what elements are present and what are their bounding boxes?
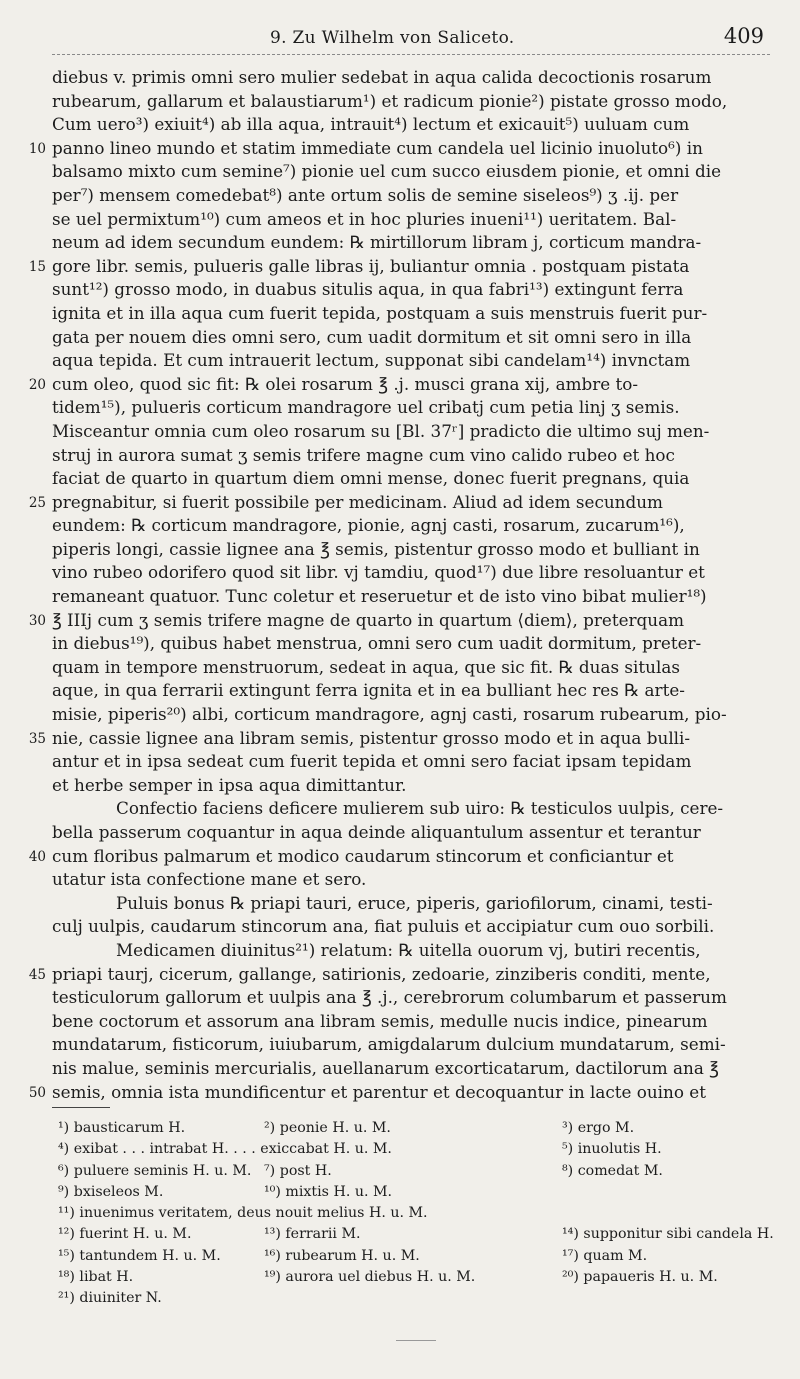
text-line bbox=[52, 278, 770, 302]
page-header bbox=[52, 24, 770, 52]
footnote-row bbox=[52, 1288, 770, 1309]
line-text: misie, piperis²⁰) albi, corticum mandragore, agnj casti, rosarum rubearum, pio- bbox=[52, 704, 727, 725]
line-text: bene coctorum et assorum ana libram semis, medulle nucis indice, pinearum bbox=[52, 1010, 708, 1031]
text-line bbox=[52, 160, 770, 184]
line-text: eundem: ℞ corticum mandragore, pionie, agnj casti, rosarum, zucarum¹⁶), bbox=[52, 515, 685, 536]
text-line bbox=[52, 774, 770, 798]
line-text: Confectio faciens deficere mulierem sub uiro: ℞ testiculos uulpis, cere- bbox=[116, 798, 724, 819]
footnote: ²) peonie H. u. M. bbox=[264, 1120, 391, 1136]
text-line bbox=[28, 609, 770, 633]
line-text: cum floribus palmarum et modico caudarum stincorum et conficiantur et bbox=[52, 845, 674, 866]
text-line bbox=[28, 491, 770, 515]
text-line bbox=[52, 656, 770, 680]
footnote: ¹³) ferrarii M. bbox=[264, 1226, 361, 1243]
line-text: semis, omnia ista mundificentur et parentur et decoquantur in lacte ouino et bbox=[52, 1081, 706, 1102]
footnote: ¹) bausticarum H. bbox=[58, 1120, 186, 1136]
text-line bbox=[52, 561, 770, 585]
text-line bbox=[52, 1057, 770, 1081]
line-text: nie, cassie lignee ana libram semis, pistentur grosso modo et in aqua bulli- bbox=[52, 727, 691, 748]
line-text: aqua tepida. Et cum intrauerit lectum, supponat sibi candelam¹⁴) invnctam bbox=[52, 350, 691, 371]
footnote: ²¹) diuiniter N. bbox=[58, 1290, 162, 1307]
text-line bbox=[52, 538, 770, 562]
line-text: gata per nouem dies omni sero, cum uadit dormitum et sit omni sero in illa bbox=[52, 326, 692, 347]
footnote: ¹¹) inuenimus veritatem, deus nouit melius H. u. M. bbox=[58, 1205, 428, 1222]
text-line bbox=[52, 1033, 770, 1057]
text-line bbox=[52, 90, 770, 114]
footnote: ¹⁹) aurora uel diebus H. u. M. bbox=[264, 1269, 476, 1286]
text-line bbox=[52, 703, 770, 727]
footnote-row bbox=[52, 1182, 770, 1203]
line-text: Medicamen diuinitus²¹) relatum: ℞ uitella ouorum vj, butiri recentis, bbox=[116, 939, 701, 960]
footnote: ⁸) comedat M. bbox=[562, 1162, 663, 1179]
page-number: 409 bbox=[723, 24, 764, 48]
footnote: ³) ergo M. bbox=[562, 1120, 635, 1136]
line-text: Puluis bonus ℞ priapi tauri, eruce, piperis, gariofilorum, cinami, testi- bbox=[116, 892, 713, 913]
header-rule bbox=[52, 54, 770, 55]
line-text: aque, in qua ferrarii extingunt ferra ignita et in ea bulliant hec res ℞ arte- bbox=[52, 680, 685, 701]
line-text: Misceantur omnia cum oleo rosarum su [Bl. 37ʳ] pradicto die ultimo suj men- bbox=[52, 420, 710, 441]
line-number: 25 bbox=[28, 494, 46, 511]
text-line bbox=[52, 66, 770, 90]
line-text: ignita et in illa aqua cum fuerit tepida, postquam a suis menstruis fuerit pur- bbox=[52, 302, 708, 323]
text-line bbox=[28, 137, 770, 161]
text-line bbox=[28, 963, 770, 987]
text-line bbox=[52, 231, 770, 255]
text-line bbox=[52, 986, 770, 1010]
text-line bbox=[28, 373, 770, 397]
line-text: sunt¹²) grosso modo, in duabus situlis aqua, in qua fabri¹³) extingunt ferra bbox=[52, 279, 684, 300]
footnote: ¹⁸) libat H. bbox=[58, 1269, 134, 1286]
text-line bbox=[52, 1010, 770, 1034]
footnote-rule bbox=[52, 1107, 110, 1108]
text-line bbox=[52, 420, 770, 444]
line-number: 15 bbox=[28, 258, 46, 275]
footnote: ¹⁴) supponitur sibi candela H. bbox=[562, 1226, 774, 1243]
text-line bbox=[52, 939, 770, 963]
footnote-row bbox=[52, 1203, 770, 1224]
text-line bbox=[52, 892, 770, 916]
line-text: struj in aurora sumat ʒ semis trifere magne cum vino calido rubeo et hoc bbox=[52, 444, 675, 465]
line-text: neum ad idem secundum eundem: ℞ mirtillorum libram j, corticum mandra- bbox=[52, 232, 702, 253]
line-text: Cum uero³) exiuit⁴) ab illa aqua, intrauit⁴) lectum et exicauit⁵) uuluam cum bbox=[52, 114, 690, 135]
line-number: 20 bbox=[28, 376, 46, 393]
footnote: ²⁰) papaueris H. u. M. bbox=[562, 1269, 718, 1286]
line-text: diebus v. primis omni sero mulier sedebat in aqua calida decoctionis rosarum bbox=[52, 67, 712, 87]
line-number: 35 bbox=[28, 730, 46, 747]
text-line bbox=[28, 845, 770, 869]
line-text: per⁷) mensem comedebat⁸) ante ortum solis de semine siseleos⁹) ʒ .ij. per bbox=[52, 184, 679, 205]
text-line bbox=[52, 679, 770, 703]
text-line bbox=[28, 727, 770, 751]
line-text: in diebus¹⁹), quibus habet menstrua, omni sero cum uadit dormitum, preter- bbox=[52, 633, 702, 654]
line-text: et herbe semper in ipsa aqua dimittantur. bbox=[52, 774, 407, 795]
line-text: pregnabitur, si fuerit possibile per medicinam. Aliud ad idem secundum bbox=[52, 491, 663, 512]
footnote-row bbox=[52, 1139, 770, 1160]
footnote: ⁶) puluere seminis H. u. M. bbox=[58, 1162, 252, 1179]
text-line bbox=[52, 514, 770, 538]
line-text: gore libr. semis, pulueris galle libras ij, buliantur omnia . postquam pistata bbox=[52, 255, 690, 276]
line-text: se uel permixtum¹⁰) cum ameos et in hoc pluries inueni¹¹) ueritatem. Bal- bbox=[52, 208, 677, 229]
text-line bbox=[52, 444, 770, 468]
line-text: antur et in ipsa sedeat cum fuerit tepida et omni sero faciat ipsam tepidam bbox=[52, 751, 692, 772]
line-number: 45 bbox=[28, 966, 46, 983]
main-text bbox=[0, 66, 800, 1104]
line-text: quam in tempore menstruorum, sedeat in aqua, que sic fit. ℞ duas situlas bbox=[52, 656, 680, 677]
line-number: 10 bbox=[28, 140, 46, 157]
footnote: ⁹) bxiseleos M. bbox=[58, 1183, 164, 1200]
text-line bbox=[28, 1081, 770, 1105]
footnotes bbox=[52, 1118, 774, 1310]
footnote-row bbox=[52, 1118, 770, 1139]
text-line bbox=[52, 208, 770, 232]
text-line bbox=[52, 349, 770, 373]
line-text: bella passerum coquantur in aqua deinde aliquantulum assentur et terantur bbox=[52, 822, 701, 842]
text-line bbox=[52, 184, 770, 208]
text-line bbox=[52, 915, 770, 939]
text-line bbox=[52, 396, 770, 420]
line-text: testiculorum gallorum et uulpis ana ℥ .j., cerebrorum columbarum et passerum bbox=[52, 987, 727, 1008]
text-line bbox=[52, 821, 770, 845]
footnote: ⁵) inuolutis H. bbox=[562, 1141, 662, 1158]
text-line bbox=[52, 632, 770, 656]
footnote: ¹⁷) quam M. bbox=[562, 1247, 648, 1264]
running-head: 9. Zu Wilhelm von Saliceto. bbox=[270, 28, 515, 48]
text-line bbox=[28, 255, 770, 279]
line-number: 30 bbox=[28, 612, 46, 629]
line-text: utatur ista confectione mane et sero. bbox=[52, 869, 367, 890]
line-text: mundatarum, fisticorum, iuiubarum, amigdalarum dulcium mundatarum, semi- bbox=[52, 1034, 726, 1055]
text-line bbox=[52, 326, 770, 350]
footnote: ⁴) exibat . . . intrabat H. . . . exiccabat H. u. M. bbox=[58, 1141, 392, 1158]
line-text: faciat de quarto in quartum diem omni mense, donec fuerit pregnans, quia bbox=[52, 468, 690, 489]
text-line bbox=[52, 467, 770, 491]
line-text: ℥ IIIj cum ʒ semis trifere magne de quarto in quartum ⟨diem⟩, preterquam bbox=[52, 609, 685, 630]
text-line bbox=[52, 750, 770, 774]
line-text: panno lineo mundo et statim immediate cum candela uel licinio inuoluto⁶) in bbox=[52, 137, 703, 158]
text-line bbox=[52, 868, 770, 892]
line-text: nis malue, seminis mercurialis, auellanarum excorticatarum, dactilorum ana ℥ bbox=[52, 1057, 719, 1078]
line-text: piperis longi, cassie lignee ana ℥ semis, pistentur grosso modo et bulliant in bbox=[52, 538, 700, 559]
footnote-row bbox=[52, 1267, 770, 1288]
line-text: tidem¹⁵), pulueris corticum mandragore uel cribatj cum petia linj ʒ semis. bbox=[52, 397, 680, 418]
line-text: priapi taurj, cicerum, gallange, satirionis, zedoarie, zinziberis conditi, mente, bbox=[52, 963, 711, 984]
line-number: 40 bbox=[28, 848, 46, 865]
footnote: ¹⁵) tantundem H. u. M. bbox=[58, 1247, 221, 1264]
bottom-mark bbox=[396, 1340, 436, 1341]
line-text: rubearum, gallarum et balaustiarum¹) et radicum pionie²) pistate grosso modo, bbox=[52, 90, 728, 111]
line-text: vino rubeo odorifero quod sit libr. vj tamdiu, quod¹⁷) due libre resoluantur et bbox=[52, 562, 705, 583]
line-text: cum oleo, quod sic fit: ℞ olei rosarum ℥ .j. musci grana xij, ambre to- bbox=[52, 373, 639, 394]
text-line bbox=[52, 585, 770, 609]
footnote: ¹⁶) rubearum H. u. M. bbox=[264, 1247, 420, 1264]
footnote-row bbox=[52, 1246, 770, 1267]
line-text: balsamo mixto cum semine⁷) pionie uel cum succo eiusdem pionie, et omni die bbox=[52, 161, 722, 182]
text-line bbox=[52, 302, 770, 326]
line-text: remaneant quatuor. Tunc coletur et reseruetur et de isto vino bibat mulier¹⁸) bbox=[52, 586, 707, 607]
footnote-row bbox=[52, 1224, 774, 1245]
footnote: ¹²) fuerint H. u. M. bbox=[58, 1226, 192, 1243]
footnote: ⁷) post H. bbox=[264, 1162, 332, 1179]
text-line bbox=[52, 797, 770, 821]
line-number: 50 bbox=[28, 1084, 46, 1101]
footnote-row bbox=[52, 1161, 770, 1182]
line-text: culj uulpis, caudarum stincorum ana, fiat puluis et accipiatur cum ouo sorbili. bbox=[52, 916, 715, 937]
text-line bbox=[52, 113, 770, 137]
footnote: ¹⁰) mixtis H. u. M. bbox=[264, 1183, 393, 1200]
